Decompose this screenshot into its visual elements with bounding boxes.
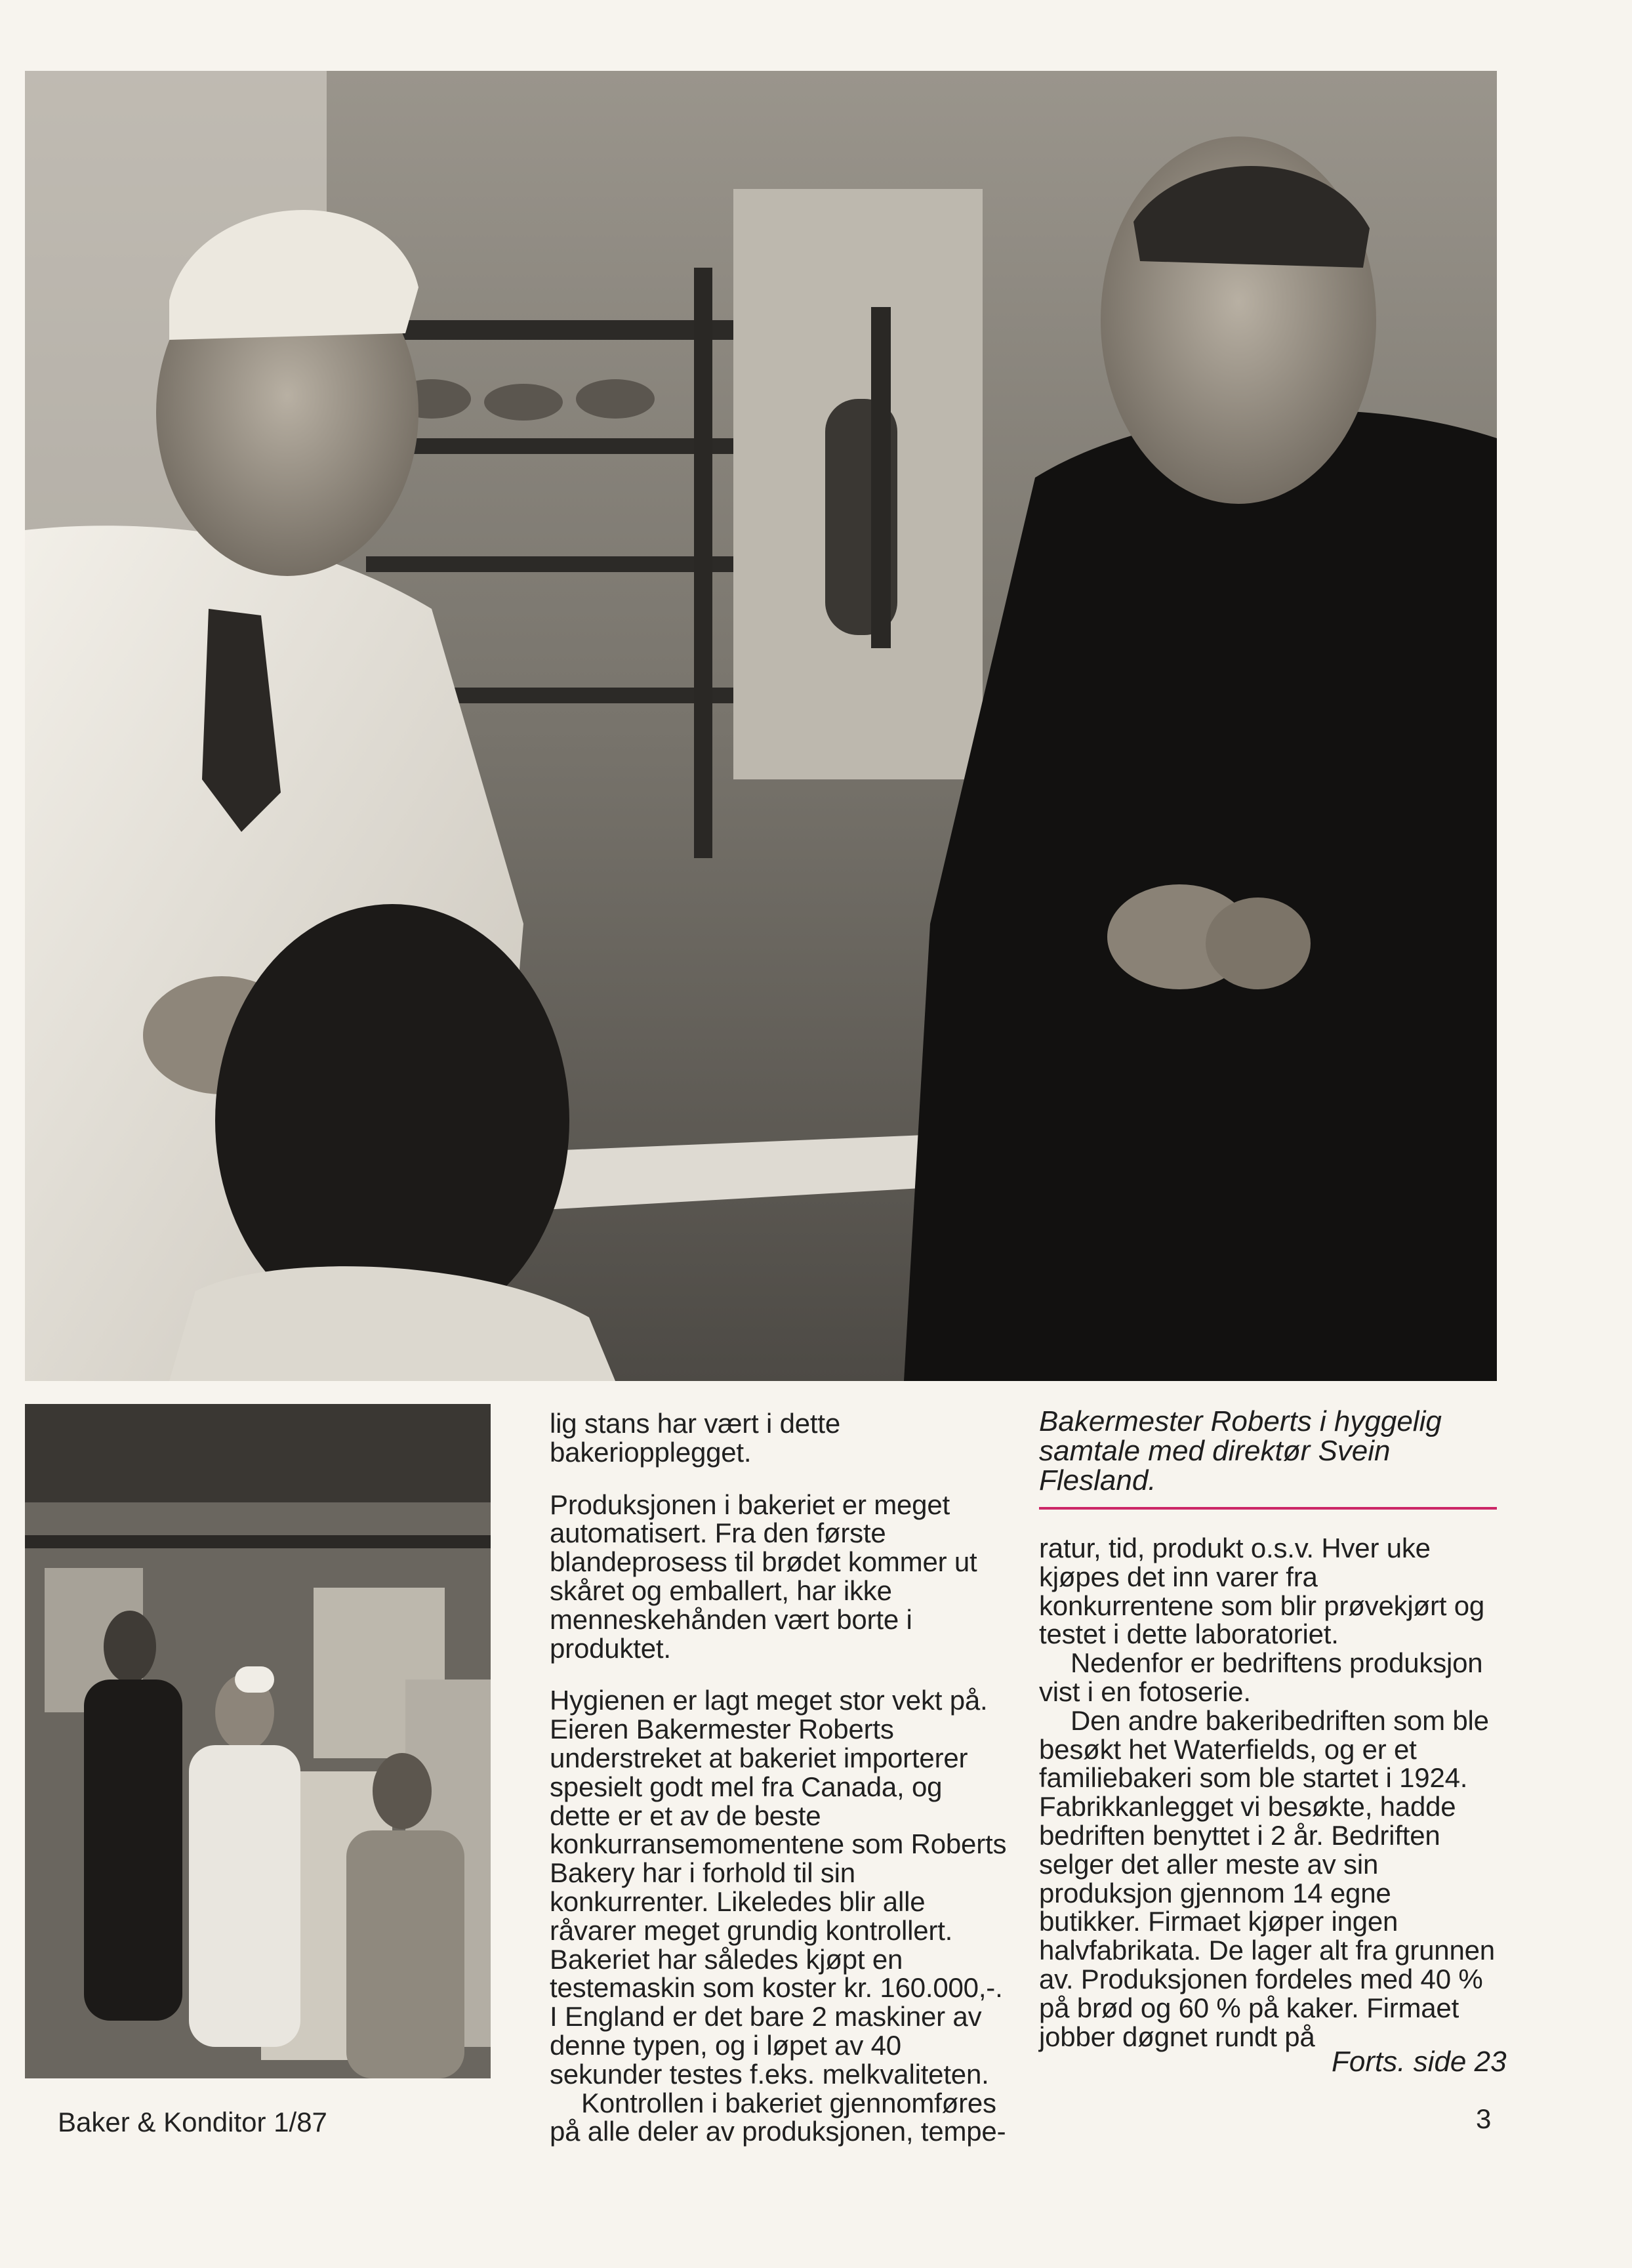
article-paragraph: Nedenfor er bedriftens produksjon vist i en fotoserie.	[1039, 1647, 1483, 1707]
article-paragraph: Produksjonen i bakeriet er meget automatisert. Fra den første blandeprosess til brødet kommer ut skåret og emballert, har ikke menneskehånden vært borte i produktet.	[550, 1489, 977, 1664]
main-photo-illustration	[25, 71, 1497, 1381]
footer-publication: Baker & Konditor 1/87	[58, 2107, 327, 2137]
small-photo-illustration	[25, 1404, 491, 2078]
article-paragraph: Kontrollen i bakeriet gjennomføres på alle deler av produksjonen, tempe-	[550, 2087, 1006, 2147]
caption-divider	[1039, 1507, 1497, 1510]
small-photo	[25, 1404, 491, 2078]
article-paragraph: ratur, tid, produkt o.s.v. Hver uke kjøpes det inn varer fra konkurrentene som blir prøvekjørt og testet i dette laboratoriet.	[1039, 1533, 1485, 1650]
continued-note: Forts. side 23	[1332, 2046, 1507, 2078]
article-paragraph: Hygienen er lagt meget stor vekt på. Eieren Bakermester Roberts understreket at bakeriet importerer spesielt godt mel fra Canada, og dette er et av de beste konkurransemomentene som Roberts Bakery har i forhold til sin konkurrenter. Likeledes blir alle råvarer meget grundig kontrollert. Bakeriet har således kjøpt en testemaskin som koster kr. 160.000,-. I England er det bare 2 maskiner av denne typen, og i løpet av 40 sekunder testes f.eks. melkvaliteten.	[550, 1685, 1007, 2090]
main-photo	[25, 71, 1497, 1381]
article-column-right	[1039, 1534, 1498, 2051]
article-paragraph: lig stans har vært i dette bakeriopplegget.	[550, 1408, 840, 1468]
photo-caption: Bakermester Roberts i hyggelig samtale med direktør Svein Flesland.	[1039, 1405, 1442, 1496]
article-paragraph: Den andre bakeribedriften som ble besøkt het Waterfields, og er et familiebakeri som ble startet i 1924. Fabrikkanlegget vi besøkte, hadde bedriften benyttet i 2 år. Bedriften selger det aller meste av sin produksjon gjennom 14 egne butikker. Firmaet kjøper ingen halvfabrikata. De lager alt fra grunnen av. Produksjonen fordeles med 40 % på brød og 60 % på kaker. Firmaet jobber døgnet rundt på	[1039, 1704, 1495, 2052]
article-column-middle	[550, 1409, 1009, 2146]
page-number: 3	[1476, 2103, 1492, 2134]
